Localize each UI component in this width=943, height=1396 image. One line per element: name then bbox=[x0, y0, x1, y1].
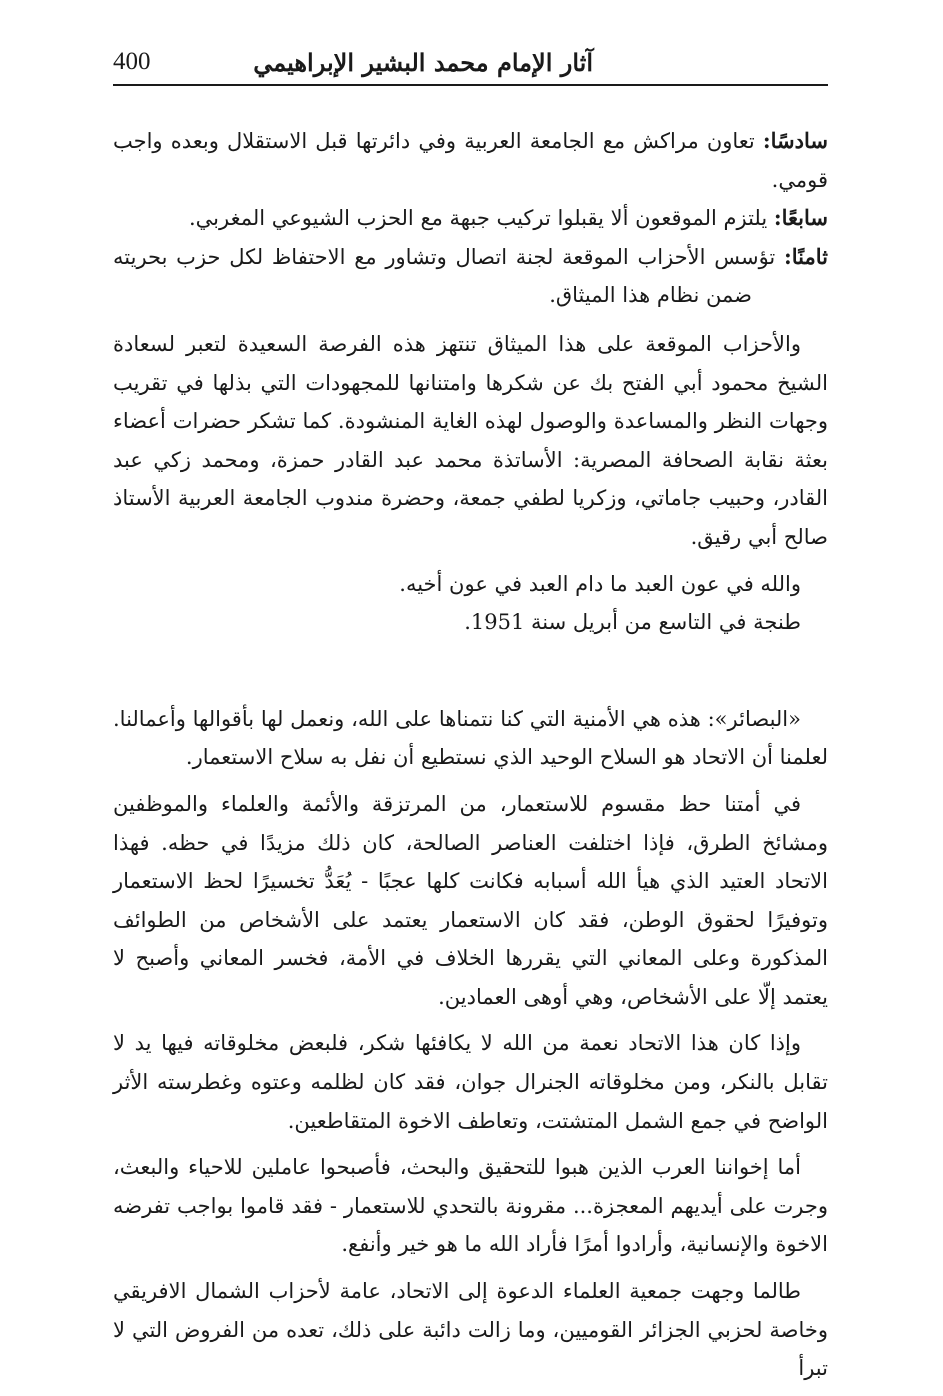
paragraph-ulama-call: طالما وجهت جمعية العلماء الدعوة إلى الاتحاد، عامة لأحزاب الشمال الافريقي وخاصة لحزبي الجزائر القوميين، وما زالت دائبة على ذلك، تعده من الفروض التي لا تبرأ bbox=[113, 1279, 828, 1381]
clause-eighth bbox=[113, 238, 828, 315]
running-header bbox=[113, 40, 828, 82]
editorial-label: «البصائر»: bbox=[707, 706, 801, 731]
paragraph-union-blessing: وإذا كان هذا الاتحاد نعمة من الله لا يكافئها شكر، فلبعض مخلوقاته فيها يد لا تقابل بالنكر، ومن مخلوقاته الجنرال جوان، فقد كان لظلمه وعتوه وغطرسته الأثر الواضح في جمع الشمل المتشتت، وتعاطف الاخوة المتقاطعين. bbox=[113, 1031, 828, 1133]
section-gap bbox=[113, 642, 828, 700]
editorial-text: هذه هي الأمنية التي كنا نتمناها على الله، ونعمل لها بأقوالها وأعمالنا. لعلمنا أن الاتحاد هو السلاح الوحيد الذي نستطيع أن نفل به سلاح الاستعمار. bbox=[113, 706, 828, 770]
clause-text: تؤسس الأحزاب الموقعة لجنة اتصال وتشاور مع الاحتفاظ لكل حزب بحريته ضمن نظام هذا الميثاق. bbox=[113, 244, 785, 308]
page-body bbox=[113, 122, 828, 1396]
header-rule bbox=[113, 84, 828, 86]
clause-label: سادسًا: bbox=[762, 128, 828, 153]
paragraph-editorial-intro bbox=[113, 700, 828, 777]
paragraph-thanks: والأحزاب الموقعة على هذا الميثاق تنتهز هذه الفرصة السعيدة لتعبر لسعادة الشيخ محمود أبي الفتح بك عن شكرها وامتنانها للمجهودات التي بذلها في تقريب وجهات النظر والمساعدة والوصول لهذه الغاية المنشودة. كما تشكر حضرات أعضاء بعثة نقابة الصحافة المصرية: الأساتذة محمد عبد القادر حمزة، ومحمد زكي عبد القادر، وحبيب جاماتي، وزكريا لطفي جمعة، وحضرة مندوب الجامعة العربية الأستاذ صالح أبي رقيق. bbox=[113, 331, 828, 549]
page-number: 400 bbox=[113, 48, 151, 75]
clause-text: تعاون مراكش مع الجامعة العربية وفي دائرتها قبل الاستقلال وبعده واجب قومي. bbox=[113, 129, 828, 192]
paragraph-arab-brothers: أما إخواننا العرب الذين هبوا للتحقيق والبحث، فأصبحوا عاملين للاحياء والبعث، وجرت على أيديهم المعجزة... مقرونة بالتحدي للاستعمار - فقد قاموا بواجب تفرضه الاخوة والإنسانية، وأرادوا أمرًا فأراد الله ما هو خير وأنفع. bbox=[113, 1155, 828, 1257]
signing-date: طنجة في التاسع من أبريل سنة 1951. bbox=[464, 610, 801, 635]
clause-sixth bbox=[113, 122, 828, 199]
clause-seventh bbox=[113, 199, 828, 238]
clause-label: سابعًا: bbox=[773, 205, 828, 231]
header-title: آثار الإمام محمد البشير الإبراهيمي bbox=[253, 48, 593, 77]
paragraph-colonial-share: في أمتنا حظ مقسوم للاستعمار، من المرتزقة والأئمة والعلماء والموظفين ومشائخ الطرق، فإذا اختلفت العناصر الصالحة، كان ذلك مزيدًا في حظه. فهذا الاتحاد العتيد الذي هيأ الله أسبابه فكانت كلها عجبًا - يُعَدُّ تخسيرًا لحظ الاستعمار وتوفيرًا لحقوق الوطن، فقد كان الاستعمار يعتمد على الأشخاص من الطوائف المذكورة وعلى المعاني التي يقررها الخلاف في الأمة، فخسر المعاني وأصبح لا يعتمد إلّا على الأشخاص، وهي أوهى العمادين. bbox=[113, 791, 828, 1009]
clause-label: ثامنًا: bbox=[784, 243, 828, 269]
clause-text: يلتزم الموقعون ألا يقبلوا تركيب جبهة مع الحزب الشيوعي المغربي. bbox=[188, 206, 774, 231]
closing-quote: والله في عون العبد ما دام العبد في عون أخيه. bbox=[399, 571, 801, 596]
